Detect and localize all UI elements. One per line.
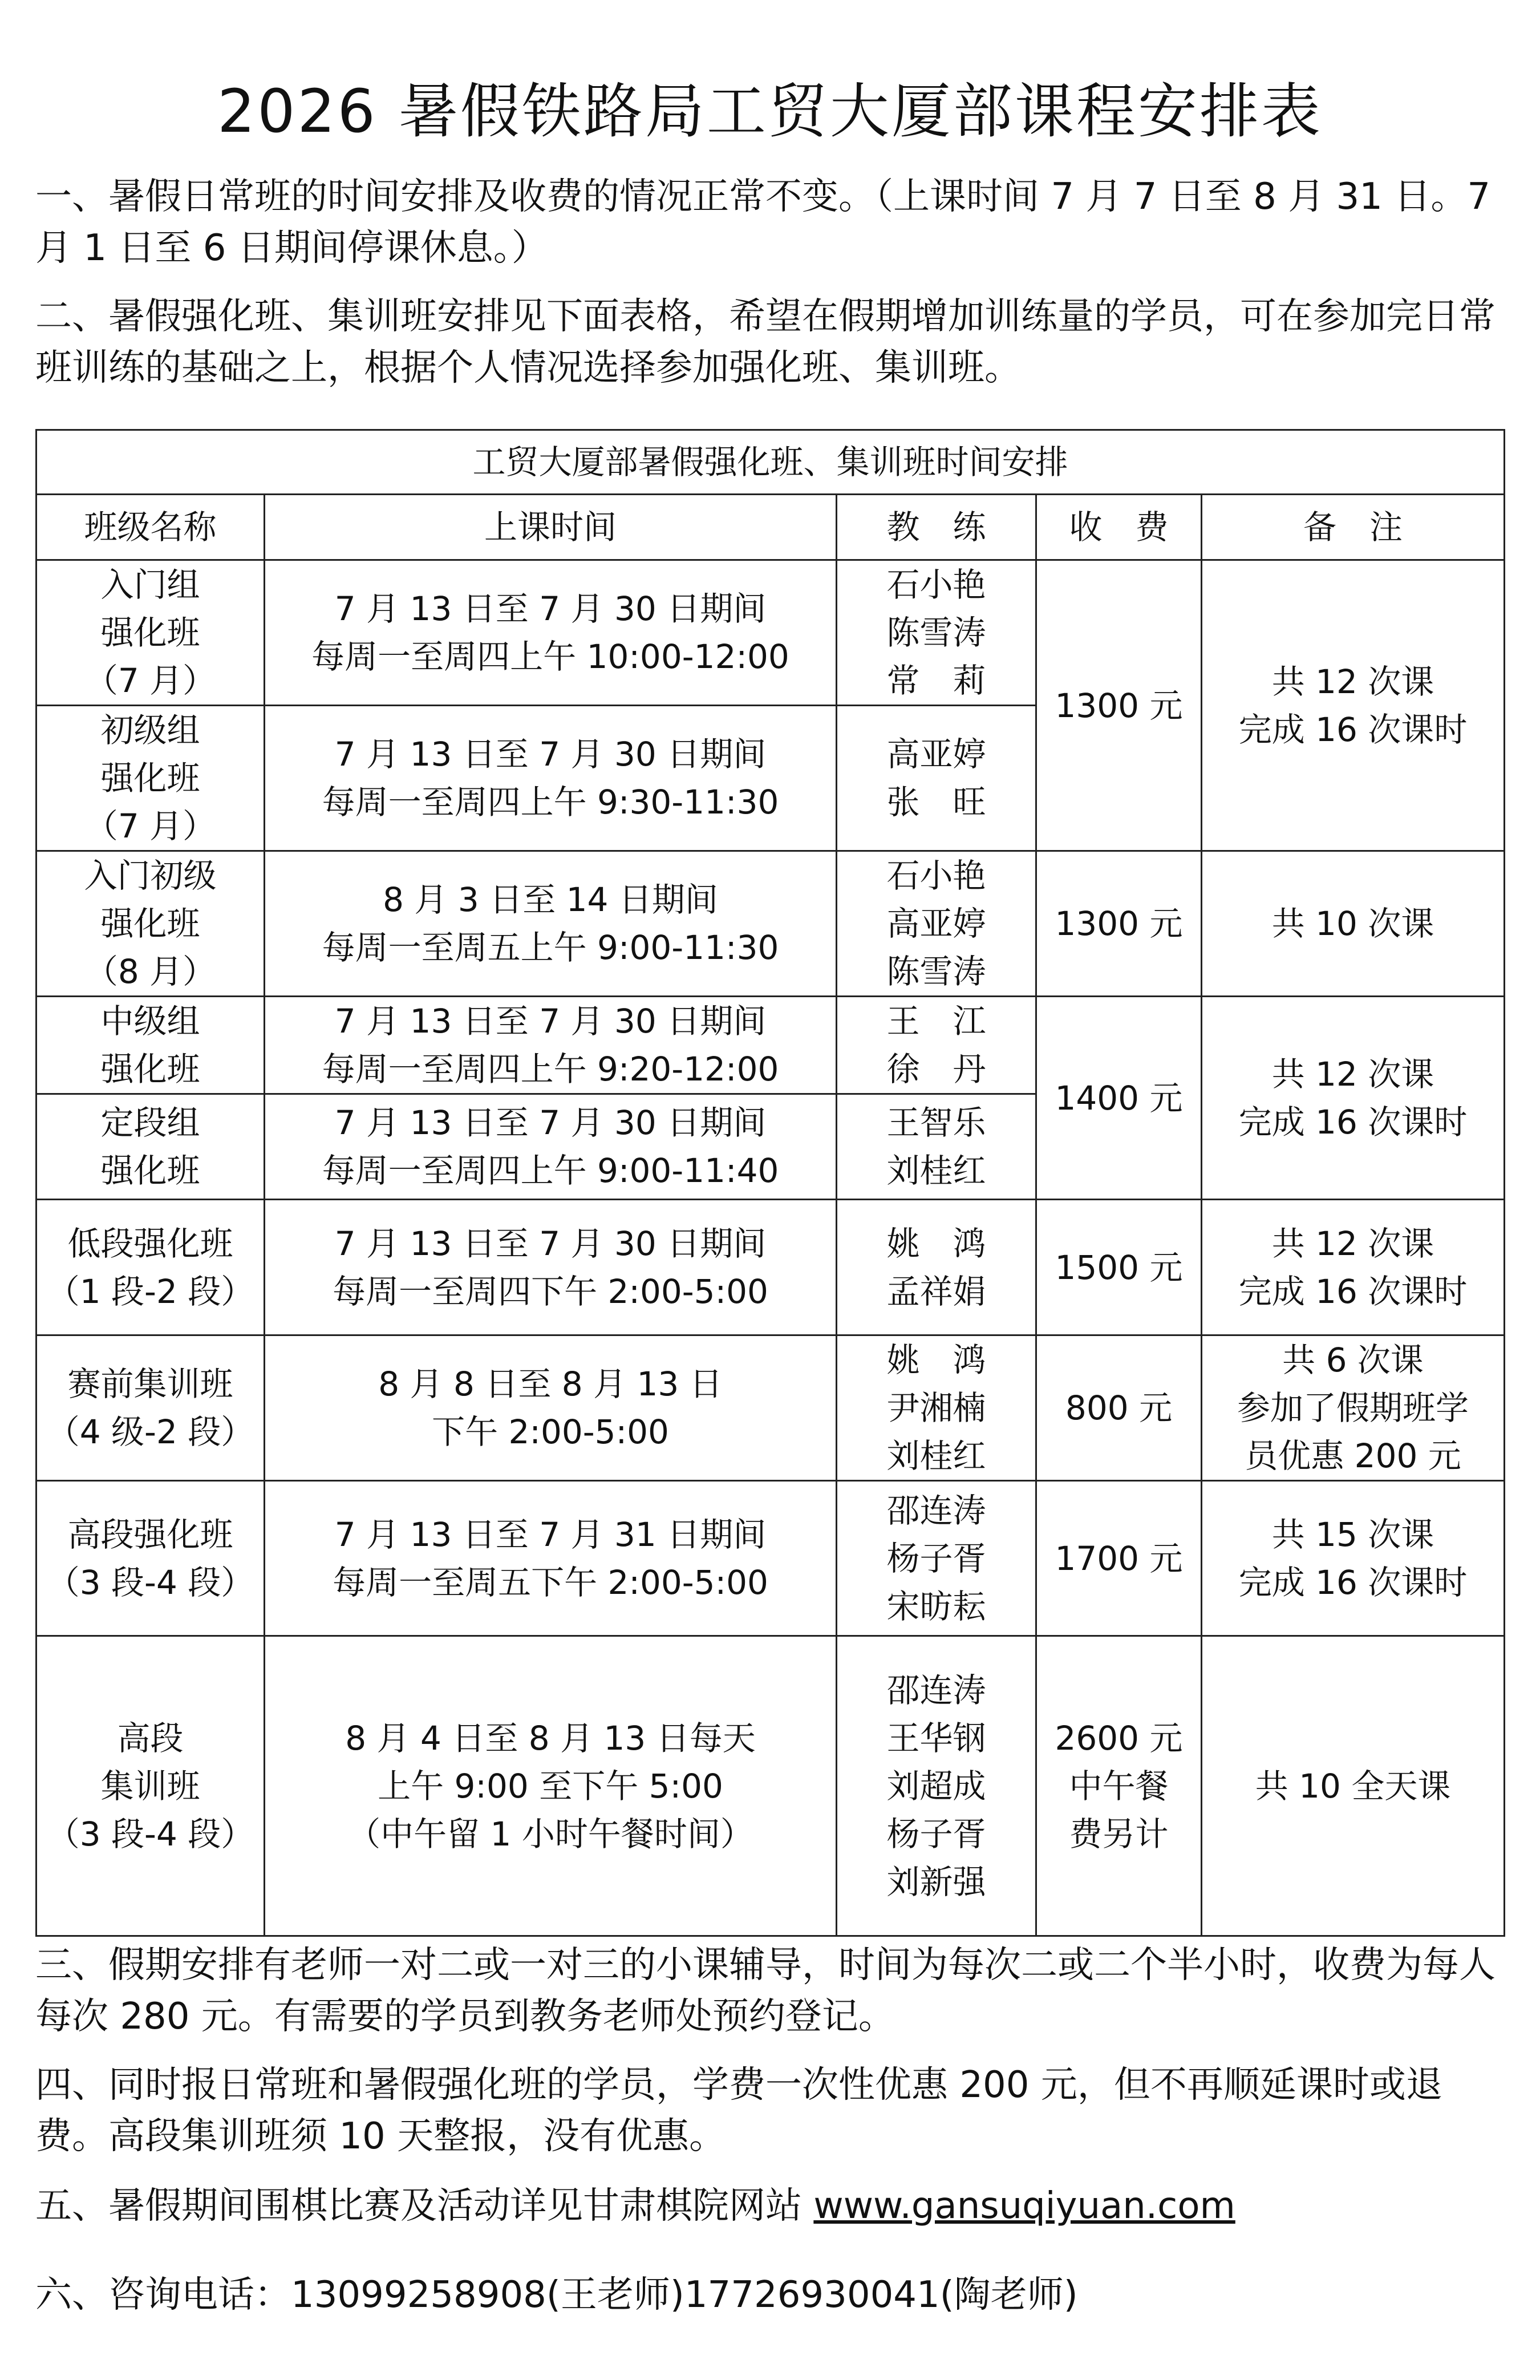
table-row (37, 1200, 1505, 1335)
table-row (37, 851, 1505, 997)
class-time-cell: 8 月 4 日至 8 月 13 日每天 上午 9:00 至下午 5:00 （中午留 1 小时午餐时间） (265, 1636, 837, 1936)
class-name-cell: 定段组 强化班 (37, 1094, 265, 1200)
table-row (37, 1335, 1505, 1481)
table-caption-row (37, 430, 1505, 495)
table-row (37, 560, 1505, 706)
class-time-cell: 7 月 13 日至 7 月 30 日期间 每周一至周四下午 2:00-5:00 (265, 1200, 837, 1335)
note-1: 一、暑假日常班的时间安排及收费的情况正常不变。（上课时间 7 月 7 日至 8 月 31 日。7 月 1 日至 6 日期间停课休息。） (35, 176, 1491, 269)
fee-cell: 1700 元 (1036, 1481, 1202, 1636)
coach-cell: 王智乐 刘桂红 (837, 1094, 1036, 1200)
coach-cell: 邵连涛 王华钢 刘超成 杨子胥 刘新强 (837, 1636, 1036, 1936)
class-name-cell: 高段 集训班 （3 段-4 段） (37, 1636, 265, 1936)
class-name-cell: 入门初级 强化班 （8 月） (37, 851, 265, 997)
header-class-name: 班级名称 (37, 495, 265, 560)
note-5 (35, 2180, 1513, 2232)
coach-cell: 石小艳 陈雪涛 常 莉 (837, 560, 1036, 706)
class-name-cell: 初级组 强化班 （7 月） (37, 706, 265, 851)
header-fee: 收 费 (1036, 495, 1202, 560)
fee-cell: 800 元 (1036, 1335, 1202, 1481)
note-6: 六、咨询电话：13099258908(王老师)17726930041(陶老师) (35, 2274, 1078, 2316)
class-time-cell: 7 月 13 日至 7 月 31 日期间 每周一至周五下午 2:00-5:00 (265, 1481, 837, 1636)
class-time-cell: 8 月 3 日至 14 日期间 每周一至周五上午 9:00-11:30 (265, 851, 837, 997)
class-name-cell: 低段强化班 （1 段-2 段） (37, 1200, 265, 1335)
note-5-text: 五、暑假期间围棋比赛及活动详见甘肃棋院网站 (35, 2185, 814, 2227)
note-4: 四、同时报日常班和暑假强化班的学员，学费一次性优惠 200 元，但不再顺延课时或退费。高段集训班须 10 天整报，没有优惠。 (35, 2064, 1442, 2158)
coach-cell: 邵连涛 杨子胥 宋昉耘 (837, 1481, 1036, 1636)
fee-cell: 1300 元 (1036, 851, 1202, 997)
class-name-cell: 赛前集训班 （4 级-2 段） (37, 1335, 265, 1481)
fee-cell: 1500 元 (1036, 1200, 1202, 1335)
coach-cell: 石小艳 高亚婷 陈雪涛 (837, 851, 1036, 997)
remark-cell: 共 15 次课 完成 16 次课时 (1202, 1481, 1505, 1636)
remark-cell: 共 12 次课 完成 16 次课时 (1202, 1200, 1505, 1335)
class-name-cell: 高段强化班 （3 段-4 段） (37, 1481, 265, 1636)
coach-cell: 王 江 徐 丹 (837, 997, 1036, 1094)
header-remark: 备 注 (1202, 495, 1505, 560)
remark-cell: 共 6 次课 参加了假期班学 员优惠 200 元 (1202, 1335, 1505, 1481)
remark-cell: 共 10 全天课 (1202, 1636, 1505, 1936)
remark-cell: 共 10 次课 (1202, 851, 1505, 997)
note-3: 三、假期安排有老师一对二或一对三的小课辅导，时间为每次二或二个半小时，收费为每人每次 280 元。有需要的学员到教务老师处预约登记。 (35, 1944, 1496, 2038)
class-time-cell: 8 月 8 日至 8 月 13 日 下午 2:00-5:00 (265, 1335, 837, 1481)
class-time-cell: 7 月 13 日至 7 月 30 日期间 每周一至周四上午 9:00-11:40 (265, 1094, 837, 1200)
fee-cell: 1400 元 (1036, 997, 1202, 1200)
note-2: 二、暑假强化班、集训班安排见下面表格，希望在假期增加训练量的学员，可在参加完日常班训练的基础之上，根据个人情况选择参加强化班、集训班。 (35, 296, 1496, 389)
class-name-cell: 入门组 强化班 （7 月） (37, 560, 265, 706)
coach-cell: 高亚婷 张 旺 (837, 706, 1036, 851)
table-caption: 工贸大厦部暑假强化班、集训班时间安排 (37, 430, 1505, 495)
remark-cell: 共 12 次课 完成 16 次课时 (1202, 560, 1505, 851)
table-row (37, 997, 1505, 1094)
page-title: 2026 暑假铁路局工贸大厦部课程安排表 (217, 76, 1323, 146)
class-time-cell: 7 月 13 日至 7 月 30 日期间 每周一至周四上午 9:30-11:30 (265, 706, 837, 851)
coach-cell: 姚 鸿 尹湘楠 刘桂红 (837, 1335, 1036, 1481)
schedule-table (35, 429, 1505, 1937)
remark-cell: 共 12 次课 完成 16 次课时 (1202, 997, 1505, 1200)
fee-cell: 1300 元 (1036, 560, 1202, 851)
table-row (37, 1481, 1505, 1636)
table-row (37, 1636, 1505, 1936)
table-header-row (37, 495, 1505, 560)
header-coach: 教 练 (837, 495, 1036, 560)
class-time-cell: 7 月 13 日至 7 月 30 日期间 每周一至周四上午 9:20-12:00 (265, 997, 837, 1094)
class-time-cell: 7 月 13 日至 7 月 30 日期间 每周一至周四上午 10:00-12:00 (265, 560, 837, 706)
header-class-time: 上课时间 (265, 495, 837, 560)
class-name-cell: 中级组 强化班 (37, 997, 265, 1094)
website-link[interactable]: www.gansuqiyuan.com (813, 2185, 1235, 2227)
fee-cell: 2600 元 中午餐 费另计 (1036, 1636, 1202, 1936)
coach-cell: 姚 鸿 孟祥娟 (837, 1200, 1036, 1335)
